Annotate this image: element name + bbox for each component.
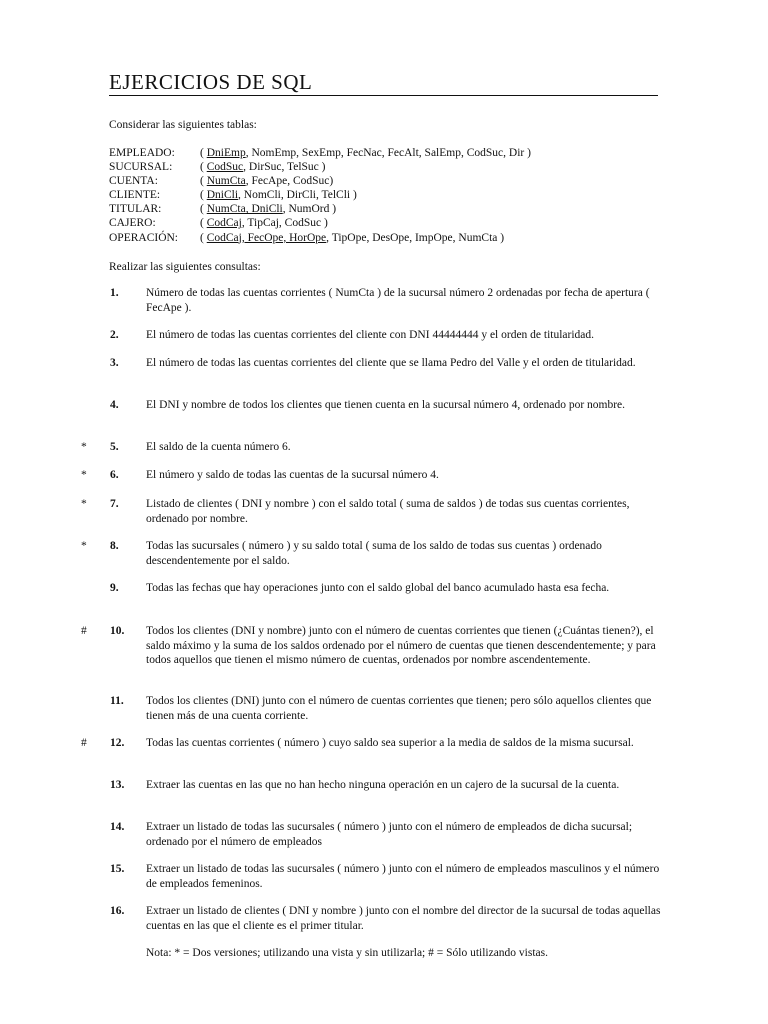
question-marker: # [81, 625, 87, 637]
open-paren: ( [200, 217, 207, 230]
other-columns: , NomCli, DirCli, TelCli ) [238, 189, 357, 202]
question-text: El número de todas las cuentas corrientes del cliente que se llama Pedro del Valle y el orden de titularidad. [146, 357, 636, 369]
other-columns: , NumOrd ) [282, 203, 337, 216]
question-text: El saldo de la cuenta número 6. [146, 441, 291, 453]
question-text: Todos los clientes (DNI y nombre) junto con el número de cuentas corrientes que tienen (¿Cuántas tienen?), el saldo máximo y la suma de los saldos ordenado por el número de cuentas que tienen descendentemente; y para todos aquellos que tienen el mismo número de cuentas, ordenados por nombre ascendentemente. [146, 625, 656, 666]
question-number: 11. [110, 695, 124, 707]
question-number: 15. [110, 863, 125, 875]
table-name: EMPLEADO: [109, 147, 175, 159]
other-columns: , FecApe, CodSuc) [245, 175, 334, 188]
question-number: 12. [110, 737, 125, 749]
question-number: 13. [110, 779, 125, 791]
question-text: Todas las sucursales ( número ) y su saldo total ( suma de los saldo de todas sus cuentas ) ordenado descendentemente por el saldo. [146, 540, 602, 567]
primary-key: NumCta, DniCli [206, 203, 283, 216]
other-columns: , TipCaj, CodSuc ) [241, 217, 328, 230]
primary-key: CodCaj [206, 217, 242, 230]
question-number: 14. [110, 821, 125, 833]
table-name: CAJERO: [109, 217, 156, 230]
question-number: 7. [110, 498, 119, 510]
question-text: Extraer un listado de todas las sucursales ( número ) junto con el número de empleados masculinos y el número de empleados femeninos. [146, 863, 660, 890]
other-columns: , TipOpe, DesOpe, ImpOpe, NumCta ) [326, 231, 505, 244]
other-columns: , NomEmp, SexEmp, FecNac, FecAlt, SalEmp, CodSuc, Dir ) [245, 147, 531, 159]
question-text: El número de todas las cuentas corrientes del cliente con DNI 44444444 y el orden de titularidad. [146, 329, 595, 341]
queries-intro: Realizar las siguientes consultas: [109, 261, 261, 273]
question-text: Número de todas las cuentas corrientes ( NumCta ) de la sucursal número 2 ordenadas por fecha de apertura ( FecApe ). [146, 287, 650, 314]
primary-key: NumCta [206, 175, 246, 188]
page-title: EJERCICIOS DE SQL [109, 70, 313, 94]
question-number: 8. [110, 540, 119, 552]
open-paren: ( [200, 161, 207, 174]
primary-key: DniEmp [206, 147, 246, 159]
intro-text: Considerar las siguientes tablas: [109, 119, 257, 131]
table-name: CUENTA: [109, 175, 158, 188]
question-marker: * [81, 469, 87, 481]
open-paren: ( [200, 231, 207, 244]
question-marker: # [81, 737, 87, 749]
question-text: El número y saldo de todas las cuentas de la sucursal número 4. [146, 469, 439, 481]
open-paren: ( [200, 147, 207, 159]
question-text: Listado de clientes ( DNI y nombre ) con el saldo total ( suma de saldos ) de todas sus cuentas corrientes, ordenado por nombre. [146, 498, 630, 525]
question-marker: * [81, 540, 87, 552]
question-number: 16. [110, 905, 125, 917]
other-columns: , DirSuc, TelSuc ) [243, 161, 326, 174]
question-text: Todos los clientes (DNI) junto con el número de cuentas corrientes que tienen; pero sólo aquellos clientes que tienen más de una cuenta corriente. [146, 695, 652, 722]
question-text: Extraer las cuentas en las que no han hecho ninguna operación en un cajero de la sucursal de la cuenta. [146, 779, 620, 791]
question-marker: * [81, 441, 87, 453]
question-number: 5. [110, 441, 119, 453]
question-number: 4. [110, 399, 119, 411]
table-name: CLIENTE: [109, 189, 161, 202]
table-name: OPERACIÓN: [109, 231, 179, 244]
open-paren: ( [200, 189, 207, 202]
open-paren: ( [200, 203, 207, 216]
primary-key: CodSuc [206, 161, 244, 174]
question-text: Extraer un listado de clientes ( DNI y nombre ) junto con el nombre del director de la sucursal de todas aquellas cuentas en las que el cliente es el primer titular. [146, 905, 661, 932]
open-paren: ( [200, 175, 207, 188]
primary-key: CodCaj, FecOpe, HorOpe [206, 231, 327, 244]
question-marker: * [81, 498, 87, 510]
question-number: 1. [110, 287, 119, 299]
footnote: Nota: * = Dos versiones; utilizando una vista y sin utilizarla; # = Sólo utilizando vistas. [146, 947, 549, 959]
primary-key: DniCli [206, 189, 239, 202]
question-number: 10. [110, 625, 125, 637]
question-number: 2. [110, 329, 119, 341]
question-text: El DNI y nombre de todos los clientes que tienen cuenta en la sucursal número 4, ordenado por nombre. [146, 399, 626, 411]
question-number: 3. [110, 357, 119, 369]
table-name: TITULAR: [109, 203, 162, 216]
question-number: 6. [110, 469, 119, 481]
question-text: Extraer un listado de todas las sucursales ( número ) junto con el número de empleados de dicha sucursal; ordenado por el número de empleados [146, 821, 633, 848]
question-text: Todas las fechas que hay operaciones junto con el saldo global del banco acumulado hasta esa fecha. [146, 582, 610, 594]
table-name: SUCURSAL: [109, 161, 173, 174]
question-number: 9. [110, 582, 119, 594]
question-text: Todas las cuentas corrientes ( número ) cuyo saldo sea superior a la media de saldos de la misma sucursal. [146, 737, 634, 749]
